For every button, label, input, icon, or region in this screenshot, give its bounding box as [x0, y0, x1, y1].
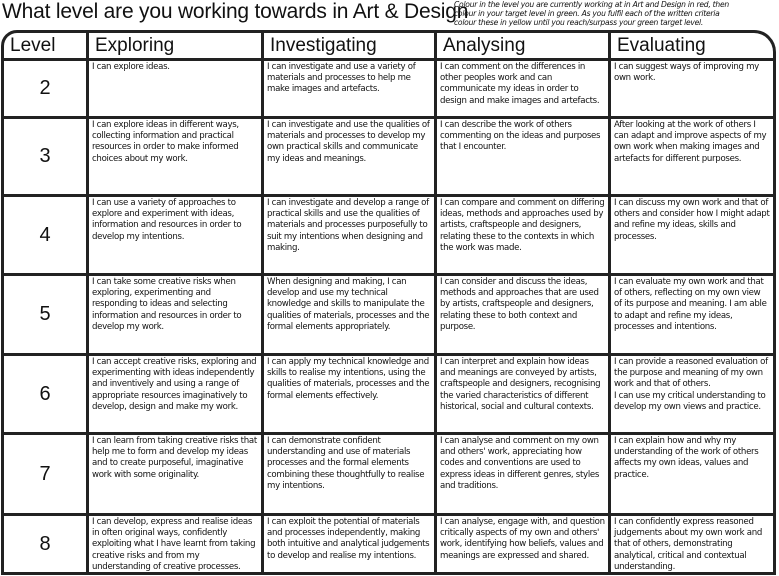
criteria-cell-investigating[interactable]: I can investigate and use a variety of materials and processes to help me make images and artefacts.	[264, 61, 434, 116]
level-3[interactable]: 3	[4, 119, 86, 194]
criteria-cell-evaluating[interactable]: I can provide a reasoned evaluation of the purpose and meaning of my own work and that of others. I can use my critical understanding to develop my own views and practice.	[611, 356, 773, 432]
criteria-cell-exploring[interactable]: I can take some creative risks when exploring, experimenting and responding to ideas and selecting information and resources in order to develop my work.	[89, 276, 261, 353]
level-7[interactable]: 7	[4, 435, 86, 513]
criteria-cell-exploring[interactable]: I can explore ideas.	[89, 61, 261, 116]
header-exploring: Exploring	[89, 33, 261, 58]
level-4[interactable]: 4	[4, 197, 86, 273]
criteria-cell-investigating[interactable]: I can investigate and develop a range of practical skills and use the qualities of materials and processes purposefully to suit my intentions when designing and making.	[264, 197, 434, 273]
criteria-cell-analysing[interactable]: I can analyse and comment on my own and others' work, appreciating how codes and conventions are used to express ideas in different genres, styles and traditions.	[437, 435, 608, 513]
criteria-cell-exploring[interactable]: I can explore ideas in different ways, collecting information and practical resources in order to make informed choices about my work.	[89, 119, 261, 194]
criteria-cell-evaluating[interactable]: I can discuss my own work and that of others and consider how I might adapt and refine my ideas, skills and processes.	[611, 197, 773, 273]
header-investigating: Investigating	[264, 33, 434, 58]
header-analysing: Analysing	[437, 33, 608, 58]
criteria-cell-analysing[interactable]: I can compare and comment on differing ideas, methods and approaches used by artists, craftspeople and designers, relating these to the contexts in which the work was made.	[437, 197, 608, 273]
criteria-cell-exploring[interactable]: I can accept creative risks, exploring and experimenting with ideas independently and inventively and using a range of appropriate resources imaginatively to develop, design and make my work.	[89, 356, 261, 432]
instruction-line: colour these in yellow until you reach/surpass your green target level.	[454, 18, 704, 27]
criteria-cell-analysing[interactable]: I can comment on the differences in other peoples work and can communicate my ideas in order to design and make images and artefacts.	[437, 61, 608, 116]
criteria-cell-investigating[interactable]: I can demonstrate confident understanding and use of materials processes and the formal elements combining these thoughtfully to realise my intentions.	[264, 435, 434, 513]
level-8[interactable]: 8	[4, 516, 86, 572]
levels-table	[1, 30, 776, 575]
criteria-cell-analysing[interactable]: I can analyse, engage with, and question critically aspects of my own and others' work, identifying how beliefs, values and meanings are expressed and shared.	[437, 516, 608, 572]
criteria-cell-investigating[interactable]: I can exploit the potential of materials and processes independently, making both intuitive and analytical judgements to develop and realise my intentions.	[264, 516, 434, 572]
criteria-cell-exploring[interactable]: I can develop, express and realise ideas in often original ways, confidently exploiting what I have learnt from taking creative risks and from my understanding of creative processes.	[89, 516, 261, 572]
instruction-line: Colour in the level you are currently working at in Art and Design in red, then	[454, 0, 729, 9]
header-level: Level	[4, 33, 86, 58]
criteria-cell-investigating[interactable]: I can investigate and use the qualities of materials and processes to develop my own practical skills and communicate my ideas and meanings.	[264, 119, 434, 194]
criteria-cell-analysing[interactable]: I can describe the work of others commenting on the ideas and purposes that I encounter.	[437, 119, 608, 194]
criteria-cell-exploring[interactable]: I can use a variety of approaches to explore and experiment with ideas, information and resources in order to develop my intentions.	[89, 197, 261, 273]
page-title: What level are you working towards in Art & Design	[2, 0, 469, 23]
level-6[interactable]: 6	[4, 356, 86, 432]
level-5[interactable]: 5	[4, 276, 86, 353]
criteria-cell-analysing[interactable]: I can consider and discuss the ideas, methods and approaches that are used by artists, craftspeople and designers, relating these to both context and purpose.	[437, 276, 608, 353]
header-evaluating: Evaluating	[611, 33, 773, 58]
criteria-cell-exploring[interactable]: I can learn from taking creative risks that help me to form and develop my ideas and to create purposeful, imaginative work with some originality.	[89, 435, 261, 513]
criteria-cell-investigating[interactable]: When designing and making, I can develop and use my technical knowledge and skills to manipulate the qualities of materials, processes and the formal elements appropriately.	[264, 276, 434, 353]
criteria-cell-analysing[interactable]: I can interpret and explain how ideas and meanings are conveyed by artists, craftspeople and designers, recognising the varied characteristics of different historical, social and cultural contexts.	[437, 356, 608, 432]
level-2[interactable]: 2	[4, 61, 86, 116]
criteria-cell-evaluating[interactable]: I can confidently express reasoned judgements about my own work and that of others, demonstrating analytical, critical and contextual understanding.	[611, 516, 773, 572]
instructions	[454, 0, 729, 27]
criteria-cell-evaluating[interactable]: After looking at the work of others I can adapt and improve aspects of my own work when making images and artefacts for different purposes.	[611, 119, 773, 194]
criteria-cell-evaluating[interactable]: I can evaluate my own work and that of others, reflecting on my own view of its purpose and meaning. I am able to adapt and refine my ideas, processes and intentions.	[611, 276, 773, 353]
criteria-cell-investigating[interactable]: I can apply my technical knowledge and skills to realise my intentions, using the qualities of materials, processes and the formal elements effectively.	[264, 356, 434, 432]
criteria-cell-evaluating[interactable]: I can explain how and why my understanding of the work of others affects my own ideas, values and practice.	[611, 435, 773, 513]
criteria-cell-evaluating[interactable]: I can suggest ways of improving my own work.	[611, 61, 773, 116]
instruction-line: colour in your target level in green. As you fulfil each of the written criteria	[454, 9, 720, 18]
